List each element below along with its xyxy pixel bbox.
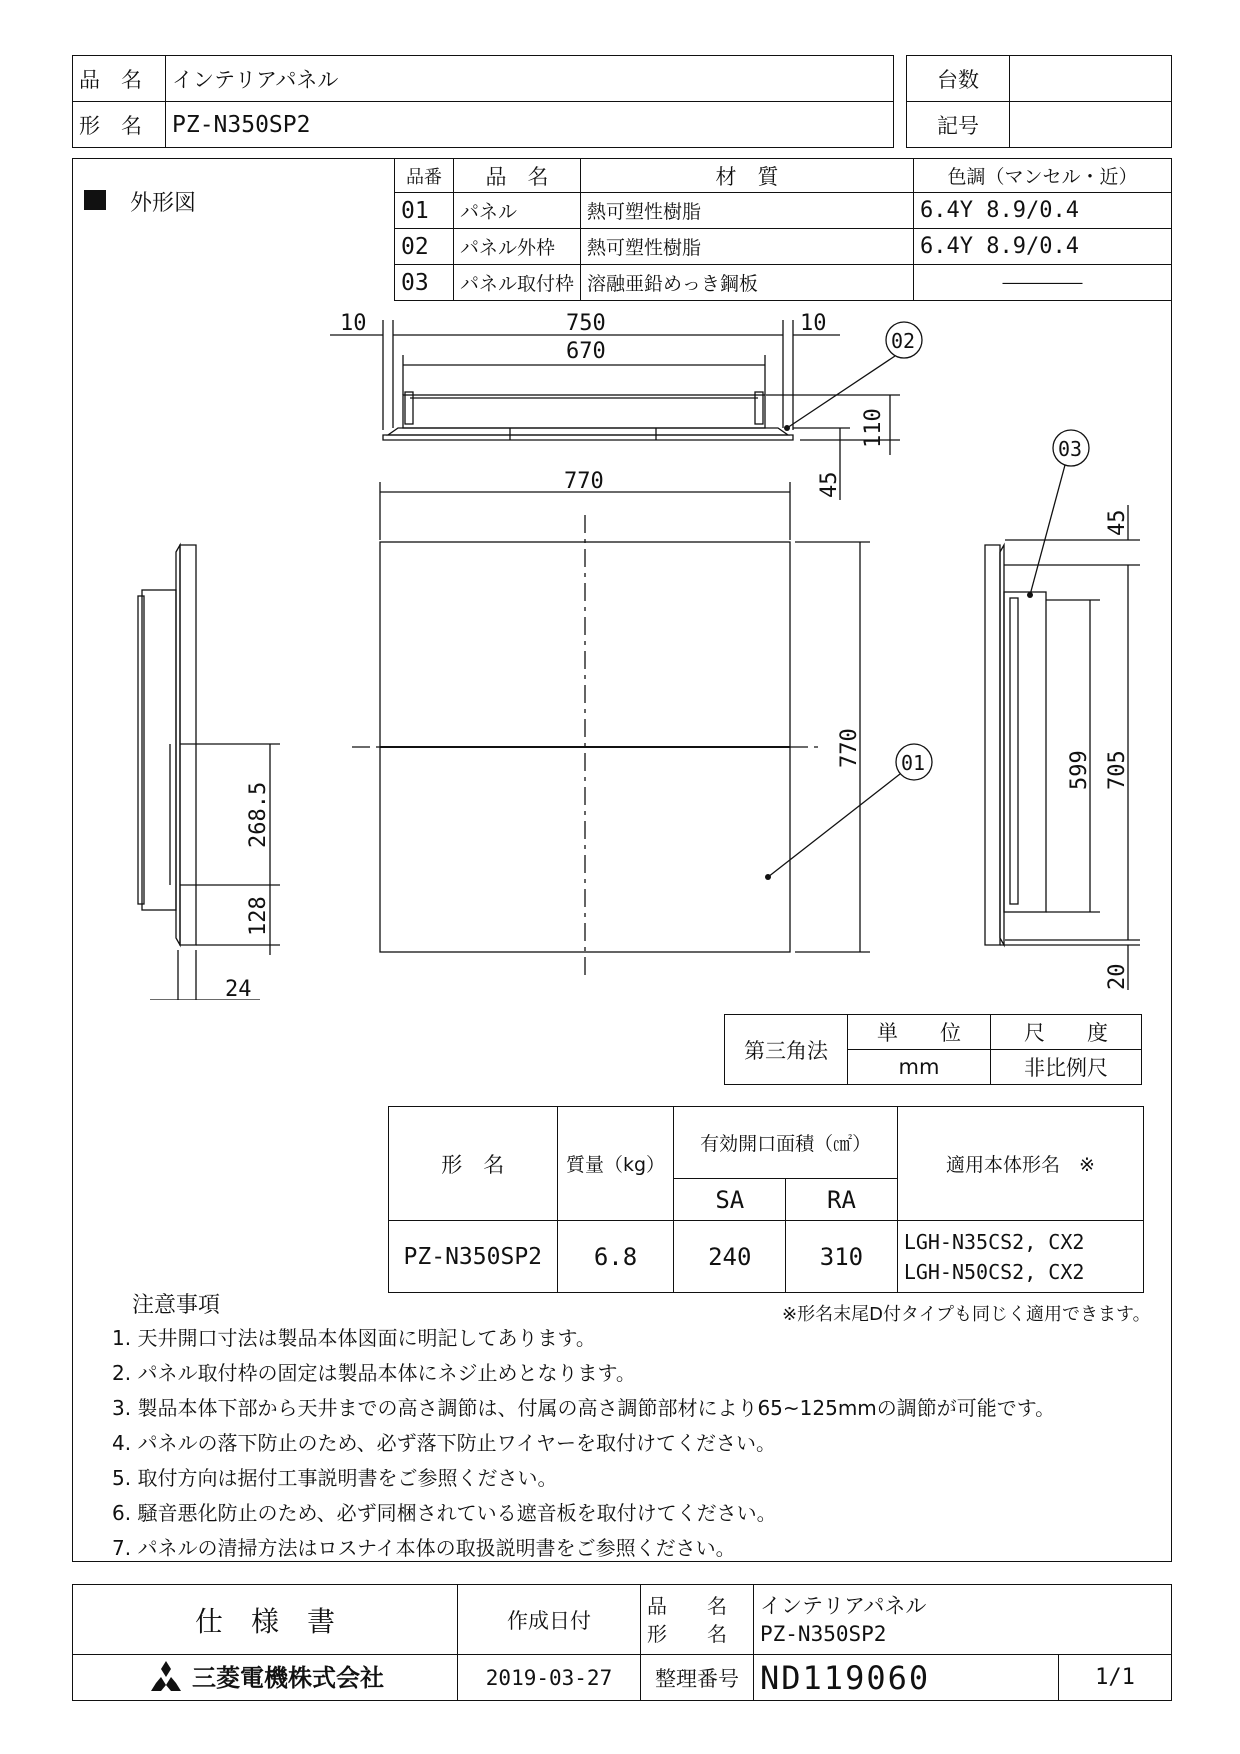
footer-product-label: 品 名 <box>647 1593 727 1618</box>
dim-top-10-left: 10 <box>340 311 367 336</box>
unit-label: 単 位 <box>848 1015 991 1050</box>
callout-03: 03 <box>1058 437 1083 461</box>
footer-model-value: PZ-N350SP2 <box>760 1621 887 1646</box>
footer-doc-type: 仕 様 書 <box>73 1585 458 1655</box>
company-name: 三菱電機株式会社 <box>192 1664 384 1692</box>
header-model-label: 形 名 <box>73 102 166 148</box>
parts-header-name: 品 名 <box>454 159 581 193</box>
spec-ra: 310 <box>786 1221 898 1293</box>
dim-side-110: 110 <box>861 408 886 448</box>
footer-labels <box>641 1585 754 1655</box>
spec-header-ra: RA <box>786 1179 898 1221</box>
spec-mass: 6.8 <box>557 1221 674 1293</box>
dim-right-20: 20 <box>1105 963 1130 990</box>
part-material: 熱可塑性樹脂 <box>581 229 914 265</box>
part-color: 6.4Y 8.9/0.4 <box>914 193 1172 229</box>
front-view <box>352 482 870 980</box>
spec-header-model: 形 名 <box>389 1107 558 1221</box>
section-title: 外形図 <box>130 191 197 216</box>
parts-header-color: 色調（マンセル・近） <box>914 159 1172 193</box>
spec-apply-1: LGH-N35CS2, CX2 <box>903 1229 1085 1254</box>
mitsubishi-logo-icon <box>146 1661 186 1697</box>
scale-value: 非比例尺 <box>991 1050 1142 1085</box>
part-name: パネル <box>454 193 581 229</box>
spec-header-area: 有効開口面積（㎠） <box>674 1107 897 1179</box>
header-model-value: PZ-N350SP2 <box>166 102 894 148</box>
dim-left-128: 128 <box>246 896 271 936</box>
scale-label: 尺 度 <box>991 1015 1142 1050</box>
note-item: 3. 製品本体下部から天井までの高さ調節は、付属の高さ調節部材により65~125mmの調節が可能です。 <box>112 1396 1056 1420</box>
callout-leaders <box>768 322 1089 877</box>
spec-apply <box>897 1221 1143 1293</box>
spec-sa: 240 <box>674 1221 786 1293</box>
header-product-label: 品 名 <box>73 56 166 102</box>
note-item: 1. 天井開口寸法は製品本体図面に明記してあります。 <box>112 1326 596 1350</box>
spec-model: PZ-N350SP2 <box>389 1221 558 1293</box>
footer-product-value: インテリアパネル <box>760 1593 927 1618</box>
spec-header-mass: 質量（kg） <box>557 1107 674 1221</box>
footer-values <box>754 1585 1172 1655</box>
dim-left-268-5: 268.5 <box>246 781 271 848</box>
dim-top-670: 670 <box>566 339 606 364</box>
callout-01: 01 <box>901 751 926 775</box>
dimension-labels <box>225 311 1130 1000</box>
footer-table <box>72 1584 1172 1701</box>
notes-title: 注意事項 <box>132 1293 221 1318</box>
projection-table <box>724 1014 1142 1085</box>
unit-value: mm <box>848 1050 991 1085</box>
note-item: 4. パネルの落下防止のため、必ず落下防止ワイヤーを取付けてください。 <box>112 1431 777 1455</box>
spec-table <box>388 1106 1144 1293</box>
note-item: 6. 騒音悪化防止のため、必ず同梱されている遮音板を取付けてください。 <box>112 1501 777 1525</box>
qty-label: 台数 <box>907 56 1010 102</box>
parts-header-no: 品番 <box>395 159 454 193</box>
note-item: 2. パネル取付枠の固定は製品本体にネジ止めとなります。 <box>112 1361 636 1385</box>
dim-top-750: 750 <box>566 311 606 336</box>
note-item: 7. パネルの清掃方法はロスナイ本体の取扱説明書をご参照ください。 <box>112 1536 736 1560</box>
part-no: 02 <box>395 229 454 265</box>
footer-date-label: 作成日付 <box>458 1585 641 1655</box>
part-no: 01 <box>395 193 454 229</box>
part-color: 6.4Y 8.9/0.4 <box>914 229 1172 265</box>
part-no: 03 <box>395 265 454 301</box>
parts-header-material: 材 質 <box>581 159 914 193</box>
footer-date-value: 2019-03-27 <box>458 1655 641 1701</box>
footer-company <box>73 1655 458 1701</box>
part-color: ――――― <box>914 265 1172 301</box>
projection-method: 第三角法 <box>725 1015 848 1085</box>
right-side-view <box>985 505 1140 990</box>
dim-front-770-w: 770 <box>564 469 604 494</box>
part-name: パネル外枠 <box>454 229 581 265</box>
dim-top-10-right: 10 <box>800 311 827 336</box>
header-product-value: インテリアパネル <box>166 56 894 102</box>
part-material: 熱可塑性樹脂 <box>581 193 914 229</box>
spec-header-sa: SA <box>674 1179 786 1221</box>
spec-apply-2: LGH-N50CS2, CX2 <box>903 1259 1085 1284</box>
dim-left-24: 24 <box>225 977 252 1000</box>
dim-side-45: 45 <box>817 471 842 498</box>
dim-right-599: 599 <box>1067 750 1092 790</box>
footer-page: 1/1 <box>1059 1655 1172 1701</box>
callout-02: 02 <box>891 329 916 353</box>
footer-ref-label: 整理番号 <box>641 1655 754 1701</box>
part-material: 溶融亜鉛めっき鋼板 <box>581 265 914 301</box>
dim-right-705: 705 <box>1105 750 1130 790</box>
dim-front-770-h: 770 <box>837 728 862 768</box>
spec-header-apply: 適用本体形名 ※ <box>897 1107 1143 1221</box>
dim-right-45: 45 <box>1105 509 1130 536</box>
note-item: 5. 取付方向は据付工事説明書をご参照ください。 <box>112 1466 558 1490</box>
symbol-label: 記号 <box>907 102 1010 148</box>
footer-model-label: 形 名 <box>647 1621 727 1646</box>
part-name: パネル取付枠 <box>454 265 581 301</box>
footer-ref-value: ND119060 <box>754 1655 1059 1701</box>
notes-footnote: ※形名末尾D付タイプも同じく適用できます。 <box>782 1304 1151 1325</box>
